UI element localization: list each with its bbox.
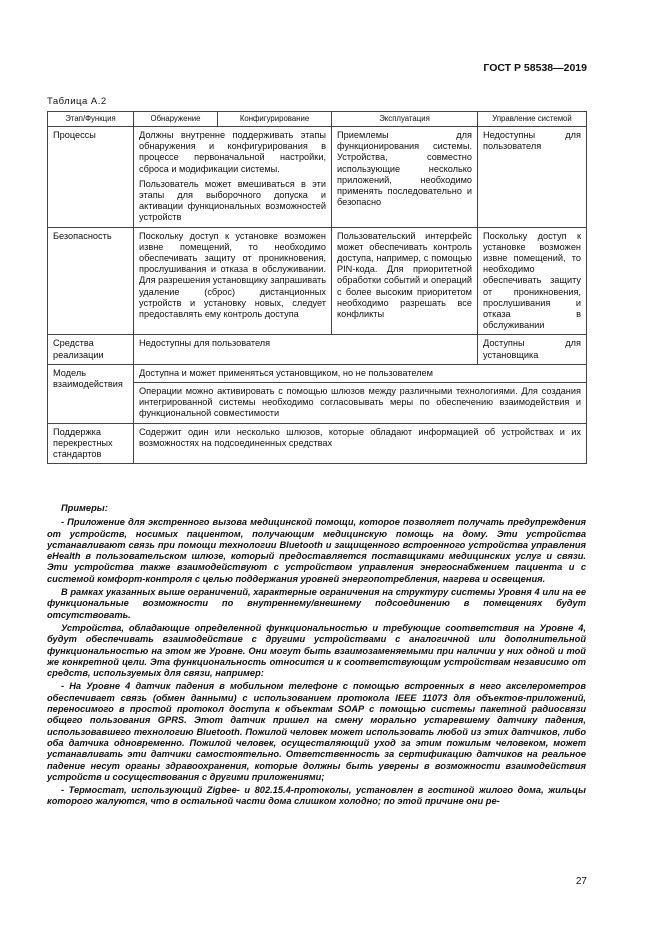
interaction-line-2: Операции можно активировать с помощью шлюзов между различными технологиями. Для создания интегрированной системы необходимо согласовывать меры по обеспечению взаимодействия и функциональной совместимости [134,383,587,424]
row-label-implementation: Средства реализации [48,335,134,364]
security-management-cell: Поскольку доступ к установке возможен извне помещений, то необходимо обеспечивать защиту от проникновения, прослушивания и отказа в обслуживании [478,227,587,335]
processes-paragraph-1: Должны внутренне поддерживать этапы обнаружения и конфигурирования в процессе первоначальной настройки, сброса и модификации системы. [139,130,326,174]
table-row [48,227,587,335]
processes-paragraph-2: Пользователь может вмешиваться в эти этапы для выборочного допуска и активации функциональных возможностей устройств [139,178,326,223]
standard-number: ГОСТ Р 58538—2019 [483,62,587,74]
row-label-interaction: Модель взаимодействия [48,364,134,423]
table-header-row [48,112,587,127]
example-paragraph-1: - Приложение для экстренного вызова медицинской помощи, которое позволяет получать предупреждения от устройств, носимых пациентом, получающим медицинскую помощь на дому. Эти устройства устанавливают связь при помощи технологии Bluetooth и защищенного встроенного устройства управления eHealth в пользовательском шлюзе, который предоставляется поставщиками медицинских услуг и связи. Эти устройства также взаимодействуют с устройством управления энергоснабжением пациента и с системой комфорт-контроля с целью поддержания уровней энергопотребления, нагрева и освещения. [47,517,586,584]
page-number: 27 [575,876,587,887]
implementation-main-cell: Недоступны для пользователя [134,335,478,364]
row-label-processes: Процессы [48,127,134,228]
processes-discovery-config-cell [134,127,332,228]
table-row [48,423,587,464]
table-caption: Таблица А.2 [47,96,107,107]
header-management: Управление системой [478,112,587,127]
processes-operation-cell: Приемлемы для функционирования системы. Устройства, совместно использующие несколько приложений, необходимо применять последовательно и безопасно [332,127,478,228]
security-discovery-config-cell: Поскольку доступ к установке возможен извне помещений, то необходимо обеспечивать защиту от проникновения, прослушивания и отказа в обслуживании. Для разрешения установщику запрашивать удаление (сброс) дистанционных устройств и установку новых, следует предоставлять ему контроль доступа [134,227,332,335]
table-row [48,364,587,382]
example-paragraph-3: Устройства, обладающие определенной функциональностью и требующие соответствия на Уровне 4, будут обеспечивать взаимодействие с другими устройствами с аналогичной или дополнительной функциональностью на этом же Уровне. Они могут быть взаимозаменяемыми при наличии у них одной и той же конкретной цели. Эта функциональность относится и к соответствующим устройствам независимо от средств, используемых для связи, например: [47,622,586,679]
cross-standards-cell: Содержит один или несколько шлюзов, которые обладают информацией об устройствах и их возможностях на подсоединенных средствах [134,423,587,464]
row-label-cross-standards: Поддержка перекрестных стандартов [48,423,134,464]
table-row [48,335,587,364]
header-discovery: Обнаружение [134,112,218,127]
processes-management-cell: Недоступны для пользователя [478,127,587,228]
header-stage: Этап/Функция [48,112,134,127]
example-paragraph-2: В рамках указанных выше ограничений, характерные ограничения на структуру системы Уровня 4 или на ее функциональные возможности по внутреннему/внешнему подсоединению в помещениях будут отсутствовать. [47,587,586,620]
table-row [48,127,587,228]
example-paragraph-5: - Термостат, использующий Zigbee- и 802.15.4-протоколы, установлен в гостиной жилого дома, жильцы которого жалуются, что в остальной части дома слишком холодно; по этой причине они ре- [47,785,586,807]
examples-heading: Примеры: [61,503,108,513]
examples-section [47,503,586,810]
header-operation: Эксплуатация [332,112,478,127]
header-configuration: Конфигурирование [218,112,332,127]
interaction-line-1: Доступна и может применяться установщиком, но не пользователем [134,364,587,382]
example-paragraph-4: - На Уровне 4 датчик падения в мобильном телефоне с помощью встроенных в него акселерометров обеспечивает связь (обмен данными) с использованием протокола IEEE 11073 для объектов-приложений, переносимого в простой протокол доступа к объектам SOAP с помощью системы пакетной радиосвязи общего пользования GPRS. Этот датчик пришел на смену морально устаревшему датчику падения, использовавшего технологию Bluetooth. Пожилой человек может использовать любой из этих датчиков, либо оба датчика одновременно. Пожилой человек, осуществляющий уход за этим пожилым человеком, может устанавливать эти датчики самостоятельно. Ответственность за сертификацию датчиков на реальное падение несут органы здравоохранения, которые должны быть уверены в возможности взаимодействия устройств и сосуществования с другими приложениями; [47,681,586,782]
row-label-security: Безопасность [48,227,134,335]
security-operation-cell: Пользовательский интерфейс может обеспечивать контроль доступа, например, с помощью PIN-кода. Для приоритетной обработки событий и операций с более высоким приоритетом необходимо разрешать все конфликты [332,227,478,335]
implementation-management-cell: Доступны для установщика [478,335,587,364]
requirements-table [47,111,587,464]
